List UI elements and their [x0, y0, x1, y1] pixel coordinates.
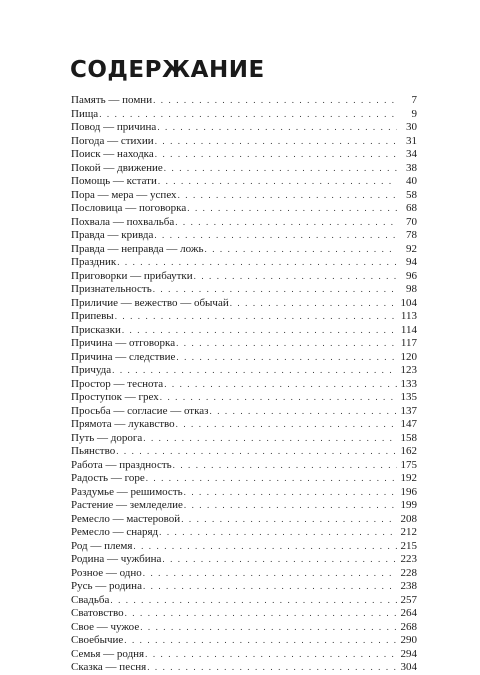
toc-entry	[71, 432, 417, 446]
dot-leader	[143, 580, 397, 594]
dot-leader	[230, 297, 397, 311]
dot-leader	[122, 324, 397, 338]
toc-entry	[71, 378, 417, 392]
toc-entry-page-number: 137	[400, 404, 417, 417]
toc-entry-page-number: 223	[400, 553, 417, 565]
toc-entry-title: Присказки	[71, 323, 121, 336]
toc-entry-title: Память — помни	[71, 94, 153, 106]
dot-leader	[117, 256, 397, 270]
toc-entry-title: Ремесло — мастеровой	[71, 512, 181, 525]
toc-entry	[71, 580, 417, 594]
toc-entry-page-number: 30	[406, 121, 417, 133]
toc-entry	[71, 472, 417, 486]
toc-entry-title: Работа — праздность	[71, 458, 172, 471]
toc-entry	[71, 202, 417, 216]
toc-entry-page-number: 199	[400, 499, 417, 511]
dot-leader	[175, 216, 397, 230]
toc-entry-title: Пословица — поговорка	[71, 202, 187, 214]
toc-entry-page-number: 70	[406, 215, 417, 228]
toc-entry-title: Ремесло — снаряд	[71, 526, 159, 538]
toc-entry	[71, 621, 417, 635]
toc-entry-page-number: 104	[400, 296, 417, 309]
dot-leader	[155, 148, 397, 162]
toc-entry	[71, 256, 417, 270]
toc-entry-page-number: 9	[411, 107, 417, 120]
toc-entry-title: Свое — чужое	[71, 620, 140, 633]
toc-entry-page-number: 238	[400, 580, 417, 592]
toc-entry-title: Поиск — находка	[71, 148, 154, 160]
toc-entry	[71, 108, 417, 122]
toc-entry-title: Растение — земледелие	[71, 499, 183, 511]
toc-entry-title: Семья — родня	[71, 647, 145, 660]
dot-leader	[147, 661, 397, 675]
toc-entry-title: Пьянство	[71, 445, 116, 457]
toc-entry-title: Признательность	[71, 283, 152, 295]
toc-entry-page-number: 113	[400, 310, 417, 322]
toc-entry	[71, 364, 417, 378]
dot-leader	[173, 459, 397, 473]
dot-leader	[164, 378, 397, 392]
toc-entry-page-number: 34	[406, 148, 417, 160]
toc-entry-title: Причина — следствие	[71, 350, 176, 363]
toc-entry-title: Повод — причина	[71, 121, 157, 133]
toc-entry-page-number: 192	[400, 472, 417, 484]
toc-entry-title: Простор — теснота	[71, 377, 164, 390]
toc-entry-title: Причина — отговорка	[71, 337, 176, 349]
dot-leader	[205, 243, 398, 257]
toc-entry-page-number: 294	[400, 647, 417, 660]
dot-leader	[164, 162, 397, 176]
toc-entry-title: Путь — дорога	[71, 431, 143, 444]
toc-entry	[71, 391, 417, 405]
toc-entry	[71, 310, 417, 324]
toc-entry	[71, 607, 417, 621]
dot-leader	[162, 553, 397, 567]
toc-entry-page-number: 123	[400, 364, 417, 376]
toc-entry	[71, 526, 417, 540]
toc-entry-title: Сказка — песня	[71, 661, 147, 673]
toc-entry-page-number: 264	[400, 607, 417, 619]
toc-entry-title: Своебычие	[71, 634, 124, 646]
toc-entry-page-number: 68	[406, 202, 417, 214]
toc-entry-title: Розное — одно	[71, 566, 142, 579]
dot-leader	[115, 310, 397, 324]
dot-leader	[153, 94, 397, 108]
toc-entry-title: Сватовство	[71, 607, 124, 619]
toc-entry-page-number: 162	[400, 445, 417, 457]
toc-entry	[71, 634, 417, 648]
toc-entry-title: Похвала — похвальба	[71, 215, 175, 228]
dot-leader	[146, 472, 397, 486]
toc-entry-page-number: 196	[400, 485, 417, 498]
dot-leader	[176, 418, 397, 432]
toc-entry-page-number: 7	[411, 94, 417, 106]
toc-entry	[71, 243, 417, 257]
dot-leader	[140, 621, 397, 635]
dot-leader	[187, 202, 397, 216]
dot-leader	[184, 486, 397, 500]
toc-entry-page-number: 114	[400, 323, 417, 336]
page-title: СОДЕРЖАНИЕ	[70, 57, 265, 83]
toc-entry	[71, 499, 417, 513]
dot-leader	[178, 189, 397, 203]
toc-entry	[71, 216, 417, 230]
toc-entry-page-number: 257	[400, 593, 417, 606]
dot-leader	[176, 351, 397, 365]
toc-entry-title: Раздумье — решимость	[71, 485, 183, 498]
dot-leader	[125, 607, 397, 621]
dot-leader	[143, 567, 397, 581]
dot-leader	[184, 499, 397, 513]
dot-leader	[194, 270, 397, 284]
toc-entry-page-number: 147	[400, 418, 417, 430]
toc-entry	[71, 486, 417, 500]
toc-entry-page-number: 58	[406, 188, 417, 201]
toc-entry-title: Причуда	[71, 364, 112, 376]
toc-entry-title: Род — племя	[71, 539, 133, 552]
toc-entry	[71, 445, 417, 459]
dot-leader	[116, 445, 397, 459]
toc-entry	[71, 283, 417, 297]
toc-entry-page-number: 133	[400, 377, 417, 390]
dot-leader	[158, 175, 397, 189]
toc-entry	[71, 229, 417, 243]
toc-entry-page-number: 78	[406, 229, 417, 241]
toc-entry-title: Пора — мера — успех	[71, 188, 177, 201]
dot-leader	[112, 364, 397, 378]
toc-entry-page-number: 212	[400, 526, 417, 538]
toc-entry-title: Просьба — согласие — отказ	[71, 404, 209, 417]
dot-leader	[176, 337, 397, 351]
toc-entry-title: Пища	[71, 107, 99, 120]
toc-entry	[71, 567, 417, 581]
toc-entry-title: Погода — стихии	[71, 134, 154, 147]
dot-leader	[160, 391, 397, 405]
toc-entry	[71, 135, 417, 149]
toc-entry	[71, 594, 417, 608]
toc-entry-page-number: 135	[400, 391, 417, 403]
dot-leader	[124, 634, 397, 648]
dot-leader	[181, 513, 397, 527]
toc-entry-page-number: 290	[400, 634, 417, 646]
toc-entry	[71, 553, 417, 567]
toc-entry	[71, 175, 417, 189]
toc-entry-title: Праздник	[71, 256, 117, 268]
dot-leader	[153, 283, 397, 297]
toc-entry-page-number: 215	[400, 539, 417, 552]
toc-entry	[71, 513, 417, 527]
toc-entry-title: Прямота — лукавство	[71, 418, 175, 430]
toc-entry	[71, 94, 417, 108]
toc-entry-page-number: 96	[406, 269, 417, 282]
dot-leader	[157, 121, 397, 135]
toc-entry	[71, 270, 417, 284]
toc-entry-title: Припевы	[71, 310, 114, 322]
toc-entry-title: Помощь — кстати	[71, 175, 157, 187]
toc-entry	[71, 121, 417, 135]
toc-entry	[71, 297, 417, 311]
dot-leader	[143, 432, 397, 446]
dot-leader	[99, 108, 397, 122]
toc-entry	[71, 189, 417, 203]
toc-entry	[71, 162, 417, 176]
dot-leader	[110, 594, 397, 608]
toc-entry-title: Приговорки — прибаутки	[71, 269, 193, 282]
toc-entry-title: Родина — чужбина	[71, 553, 162, 565]
toc-entry-page-number: 98	[406, 283, 417, 295]
toc-entry-page-number: 208	[400, 512, 417, 525]
toc-entry	[71, 148, 417, 162]
toc-entry	[71, 337, 417, 351]
dot-leader	[210, 405, 397, 419]
toc-entry-page-number: 94	[406, 256, 417, 268]
toc-entry-page-number: 268	[400, 620, 417, 633]
toc-entry-title: Русь — родина	[71, 580, 142, 592]
table-of-contents	[71, 94, 417, 675]
toc-entry	[71, 405, 417, 419]
toc-entry-title: Радость — горе	[71, 472, 145, 484]
toc-entry-title: Проступок — грех	[71, 391, 159, 403]
toc-entry-page-number: 228	[400, 566, 417, 579]
toc-entry-page-number: 31	[406, 134, 417, 147]
toc-entry-title: Свадьба	[71, 593, 110, 606]
toc-entry-page-number: 38	[406, 161, 417, 174]
toc-entry	[71, 351, 417, 365]
toc-entry-page-number: 92	[406, 242, 417, 255]
toc-entry-title: Покой — движение	[71, 161, 163, 174]
toc-entry-title: Правда — кривда	[71, 229, 154, 241]
toc-entry-page-number: 175	[400, 458, 417, 471]
dot-leader	[155, 135, 397, 149]
dot-leader	[154, 229, 397, 243]
toc-entry-page-number: 120	[400, 350, 417, 363]
toc-entry	[71, 324, 417, 338]
toc-entry	[71, 459, 417, 473]
dot-leader	[159, 526, 397, 540]
toc-entry-page-number: 117	[400, 337, 417, 349]
toc-entry-page-number: 40	[406, 175, 417, 187]
toc-entry-title: Приличие — вежество — обычай	[71, 296, 229, 309]
dot-leader	[133, 540, 397, 554]
toc-entry	[71, 661, 417, 675]
toc-entry-title: Правда — неправда — ложь	[71, 242, 204, 255]
toc-entry	[71, 418, 417, 432]
toc-entry	[71, 540, 417, 554]
toc-entry-page-number: 158	[400, 431, 417, 444]
toc-entry-page-number: 304	[400, 661, 417, 673]
